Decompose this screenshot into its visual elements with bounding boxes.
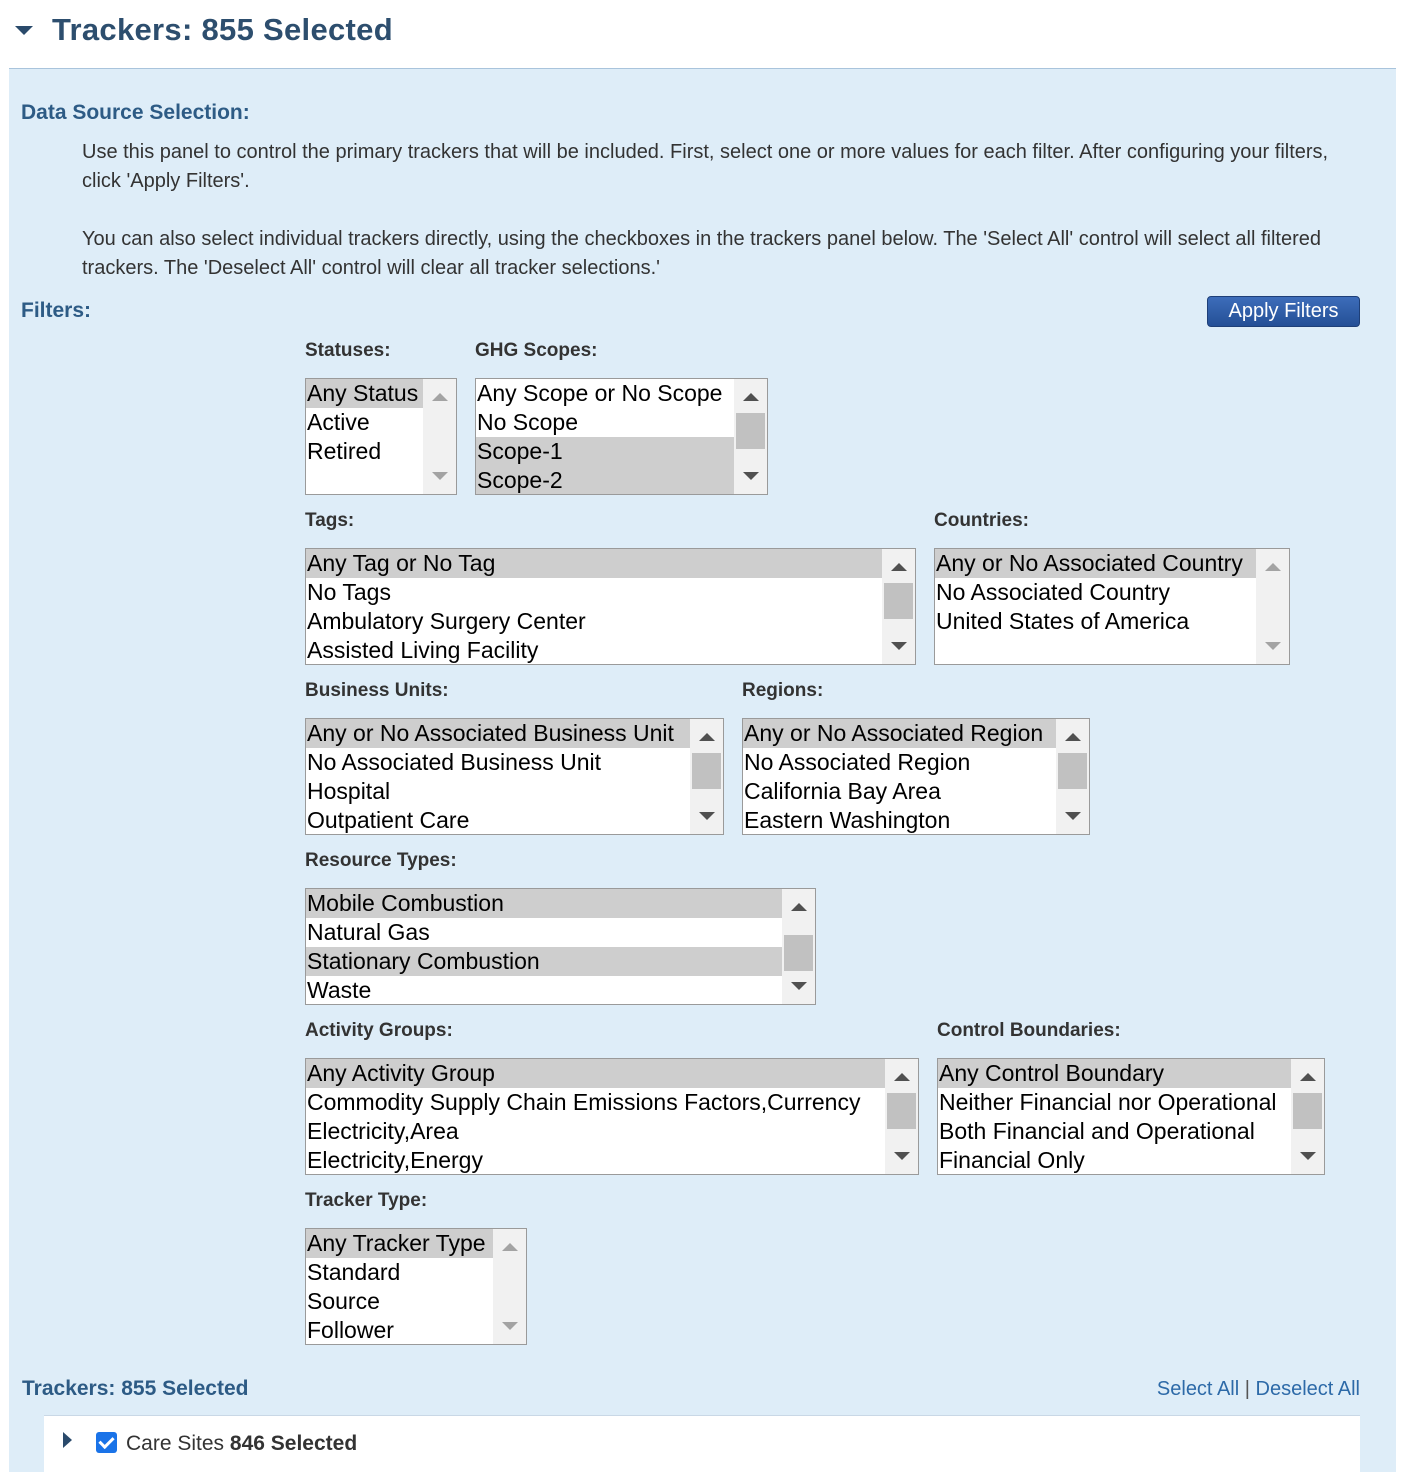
list-option[interactable]: Follower [307, 1317, 394, 1343]
list-option[interactable]: Scope-1 [476, 437, 734, 466]
scroll-thumb[interactable] [884, 583, 913, 619]
activity-groups-scrollbar[interactable] [885, 1059, 918, 1174]
list-option[interactable]: Both Financial and Operational [939, 1118, 1255, 1144]
list-option[interactable]: No Associated Business Unit [307, 749, 602, 775]
data-source-description-1: Use this panel to control the primary trackers that will be included. First, select one or more values for each filter. After configuring your filters, click 'Apply Filters'. [82, 141, 1329, 192]
list-option[interactable]: Natural Gas [307, 919, 430, 945]
list-option[interactable]: No Tags [307, 579, 391, 605]
statuses-scrollbar[interactable] [423, 379, 456, 494]
list-option[interactable]: Any Scope or No Scope [477, 380, 723, 406]
data-source-description-2: You can also select individual trackers directly, using the checkboxes in the trackers panel below. The 'Select All' control will select all filtered trackers. The 'Deselect All' control will clear all tracker selections.' [82, 228, 1322, 279]
tracker-type-label: Tracker Type: [305, 1190, 428, 1211]
list-option[interactable]: Electricity,Energy [307, 1147, 483, 1173]
scroll-down-icon[interactable] [432, 472, 448, 480]
scroll-up-icon[interactable] [743, 393, 759, 401]
checkbox-checked-icon[interactable] [96, 1432, 117, 1453]
list-option[interactable]: Financial Only [939, 1147, 1085, 1173]
data-source-heading: Data Source Selection: [21, 101, 250, 124]
scroll-thumb[interactable] [784, 935, 813, 971]
page-header [0, 0, 1412, 68]
scroll-up-icon[interactable] [432, 393, 448, 401]
list-option[interactable]: Electricity,Area [307, 1118, 459, 1144]
list-option[interactable]: Any Activity Group [306, 1059, 885, 1088]
page-title: Trackers: 855 Selected [52, 12, 393, 47]
list-option[interactable]: Scope-2 [476, 466, 734, 495]
scroll-down-icon[interactable] [1265, 642, 1281, 650]
list-option[interactable]: Source [307, 1288, 380, 1314]
scroll-up-icon[interactable] [891, 563, 907, 571]
tree-node-count: 846 Selected [229, 1432, 358, 1455]
scroll-up-icon[interactable] [699, 733, 715, 741]
ghg-scopes-listbox[interactable] [475, 378, 768, 495]
regions-listbox[interactable] [742, 718, 1090, 835]
caret-right-icon[interactable] [63, 1432, 72, 1448]
regions-scrollbar[interactable] [1056, 719, 1089, 834]
list-option[interactable]: Standard [307, 1259, 401, 1285]
control-boundaries-listbox[interactable] [937, 1058, 1325, 1175]
list-option[interactable]: Any or No Associated Business Unit [306, 719, 690, 748]
list-option[interactable]: No Associated Country [936, 579, 1170, 605]
resource-types-scrollbar[interactable] [782, 889, 815, 1004]
list-option[interactable]: Any Tracker Type [306, 1229, 493, 1258]
trackers-heading: Trackers: 855 Selected [22, 1377, 249, 1400]
business-units-listbox[interactable] [305, 718, 724, 835]
scroll-up-icon[interactable] [791, 903, 807, 911]
scroll-thumb[interactable] [887, 1093, 916, 1129]
scroll-up-icon[interactable] [1300, 1073, 1316, 1081]
list-option[interactable]: United States of America [936, 608, 1190, 634]
scroll-down-icon[interactable] [743, 472, 759, 480]
tracker-type-listbox[interactable] [305, 1228, 527, 1345]
scroll-thumb[interactable] [736, 413, 765, 449]
list-option[interactable]: California Bay Area [744, 778, 941, 804]
scroll-up-icon[interactable] [502, 1243, 518, 1251]
selection-links [1157, 1378, 1360, 1401]
caret-down-icon[interactable] [15, 26, 33, 35]
regions-label: Regions: [742, 680, 824, 701]
business-units-label: Business Units: [305, 680, 449, 701]
list-option[interactable]: Active [307, 409, 370, 435]
statuses-listbox[interactable] [305, 378, 457, 495]
scroll-thumb[interactable] [1058, 753, 1087, 789]
list-option[interactable]: Neither Financial nor Operational [939, 1089, 1277, 1115]
list-option[interactable]: Stationary Combustion [306, 947, 782, 976]
list-option[interactable]: Waste [307, 977, 372, 1003]
activity-groups-label: Activity Groups: [305, 1020, 453, 1041]
ghg-scopes-scrollbar[interactable] [734, 379, 767, 494]
tags-scrollbar[interactable] [882, 549, 915, 664]
countries-scrollbar[interactable] [1256, 549, 1289, 664]
tracker-tree [44, 1415, 1360, 1472]
business-units-scrollbar[interactable] [690, 719, 723, 834]
list-option[interactable]: Commodity Supply Chain Emissions Factors,Currency [307, 1089, 861, 1115]
tree-node-name: Care Sites [126, 1432, 225, 1455]
tracker-type-scrollbar[interactable] [493, 1229, 526, 1344]
ghg-scopes-label: GHG Scopes: [475, 340, 598, 361]
list-option[interactable]: No Associated Region [744, 749, 971, 775]
countries-listbox[interactable] [934, 548, 1290, 665]
tags-label: Tags: [305, 510, 355, 531]
scroll-up-icon[interactable] [894, 1073, 910, 1081]
tags-listbox[interactable] [305, 548, 916, 665]
scroll-down-icon[interactable] [502, 1322, 518, 1330]
statuses-label: Statuses: [305, 340, 391, 361]
scroll-up-icon[interactable] [1265, 563, 1281, 571]
scroll-down-icon[interactable] [894, 1152, 910, 1160]
resource-types-label: Resource Types: [305, 850, 457, 871]
scroll-down-icon[interactable] [699, 812, 715, 820]
list-option[interactable]: Any or No Associated Country [935, 549, 1256, 578]
list-option[interactable]: Eastern Washington [744, 807, 951, 833]
list-option[interactable]: Ambulatory Surgery Center [307, 608, 586, 634]
scroll-down-icon[interactable] [1300, 1152, 1316, 1160]
scroll-up-icon[interactable] [1065, 733, 1081, 741]
deselect-all-link[interactable]: Deselect All [1255, 1378, 1360, 1400]
activity-groups-listbox[interactable] [305, 1058, 919, 1175]
resource-types-listbox[interactable] [305, 888, 816, 1005]
countries-label: Countries: [934, 510, 1029, 531]
select-all-link[interactable]: Select All [1156, 1378, 1240, 1400]
list-option[interactable]: Any or No Associated Region [743, 719, 1056, 748]
list-option[interactable]: Any Status [306, 379, 423, 408]
tree-node-care-sites[interactable] [126, 1432, 357, 1456]
scroll-down-icon[interactable] [891, 642, 907, 650]
link-separator: | [1244, 1378, 1250, 1400]
list-option[interactable]: No Scope [477, 409, 579, 435]
filters-heading: Filters: [21, 299, 92, 322]
list-option[interactable]: Mobile Combustion [306, 889, 782, 918]
control-boundaries-label: Control Boundaries: [937, 1020, 1121, 1041]
scroll-down-icon[interactable] [1065, 812, 1081, 820]
list-option[interactable]: Any Control Boundary [938, 1059, 1291, 1088]
scroll-thumb[interactable] [692, 753, 721, 789]
list-option[interactable]: Hospital [307, 778, 391, 804]
scroll-down-icon[interactable] [791, 982, 807, 990]
list-option[interactable]: Retired [307, 438, 382, 464]
control-boundaries-scrollbar[interactable] [1291, 1059, 1324, 1174]
scroll-thumb[interactable] [1293, 1093, 1322, 1129]
list-option[interactable]: Outpatient Care [307, 807, 470, 833]
list-option[interactable]: Any Tag or No Tag [306, 549, 882, 578]
apply-filters-button[interactable]: Apply Filters [1207, 296, 1360, 327]
list-option[interactable]: Assisted Living Facility [307, 637, 539, 663]
